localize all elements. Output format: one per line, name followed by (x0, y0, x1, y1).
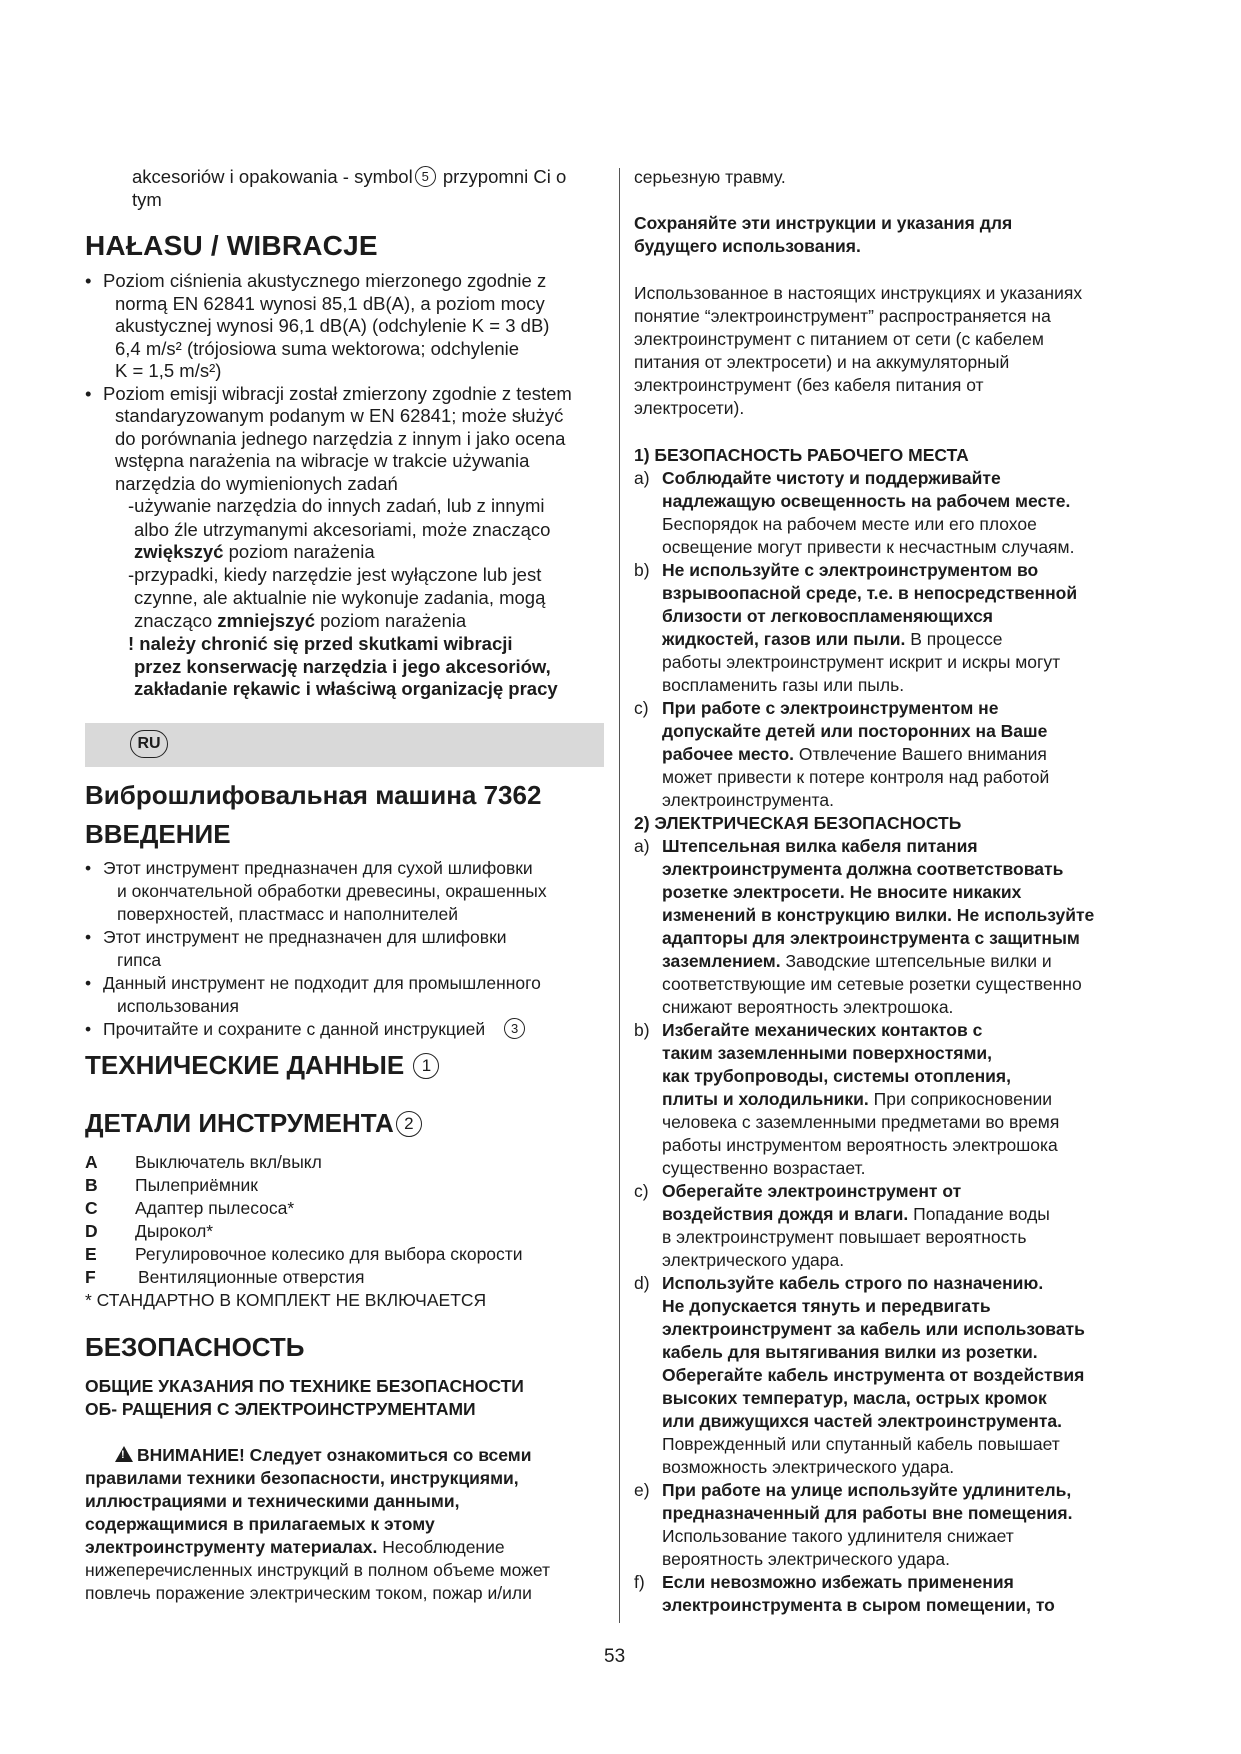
part-row: A Выключатель вкл/выкл (85, 1152, 322, 1172)
part-row: C Адаптер пылесоса* (85, 1198, 295, 1218)
column-divider (619, 168, 620, 1623)
vibration-warning: przez konserwację narzędzia i jego akcesoriów, (134, 655, 551, 677)
section-heading: 1) БЕЗОПАСНОСТЬ РАБОЧЕГО МЕСТА (634, 445, 969, 465)
item-bold-text: Оберегайте электроинструмент от (662, 1181, 962, 1201)
intro-continuation (132, 166, 612, 211)
part-row: D Дырокол* (85, 1221, 214, 1241)
item-bold-text: предназначенный для работы вне помещения. (662, 1503, 1073, 1523)
item-text: соответствующие им сетевые розетки существенно (662, 974, 1082, 994)
vibration-sublist (128, 495, 628, 701)
item-bold-text: высоких температур, масла, острых кромок (662, 1388, 1047, 1408)
text-line: czynne, ale aktualnie nie wykonuje zadania, mogą (134, 587, 546, 608)
item-bold-text: надлежащую освещенность на рабочем месте. (662, 491, 1071, 511)
item-text: в электроинструмент повышает вероятность (662, 1227, 1027, 1247)
safety-heading: БЕЗОПАСНОСТЬ (85, 1332, 305, 1362)
safety-item (634, 467, 1174, 559)
text-line: poziom narażenia (228, 541, 375, 562)
item-bold-text: При работе с электроинструментом не (662, 698, 999, 718)
text-line: -używanie narzędzia do innych zadań, lub z innymi (128, 495, 545, 516)
general-safety-heading: ОБЩИЕ УКАЗАНИЯ ПО ТЕХНИКЕ БЕЗОПАСНОСТИ ОБ- РАЩЕНИЯ С ЭЛЕКТРОИНСТРУМЕНТАМИ (85, 1376, 524, 1419)
item-bold-text: жидкостей, газов или пыли. В процессе (662, 629, 1003, 649)
part-row: E Регулировочное колесико для выбора скорости (85, 1244, 523, 1264)
general-warning-block: !ВНИМАНИЕ! Следует ознакомиться со всеми правилами техники безопасности, инструкциями, иллюстрациями и техническими данными, содержащимися в прилагаемых к этому электроинструменту материалах. Несоблюдение нижеперечисленных инструкций в полном объеме может повлечь поражение электрическим током, пожар и/или (85, 1444, 615, 1605)
item-bold-text: Избегайте механических контактов с (662, 1020, 983, 1040)
item-text: существенно возрастает. (662, 1158, 866, 1178)
safety-item (634, 835, 1174, 1019)
item-label: e) (634, 1480, 650, 1500)
section-heading: 2) ЭЛЕКТРИЧЕСКАЯ БЕЗОПАСНОСТЬ (634, 813, 962, 833)
item-bold-text: Оберегайте кабель инструмента от воздействия (662, 1365, 1085, 1385)
item-text: возможность электрического удара. (662, 1457, 955, 1477)
item-text: человека с заземленными предметами во время (662, 1112, 1060, 1132)
introduction-heading: ВВЕДЕНИЕ (85, 819, 231, 849)
section-1-items (634, 467, 1174, 812)
emphasis-text: zmniejszyć (217, 609, 315, 631)
introduction-list (85, 857, 615, 1041)
item-bold-text: электроинструмент за кабель или использовать (662, 1319, 1085, 1339)
item-bold-text: Не используйте с электроинструментом во (662, 560, 1039, 580)
list-item: • Прочитайте и сохраните с данной инструкцией 3 (85, 1018, 615, 1041)
item-text: работы электроинструмент искрит и искры могут (662, 652, 1061, 672)
item-text: электрического удара. (662, 1250, 845, 1270)
text-line: -przypadki, kiedy narzędzie jest wyłączone lub jest (128, 563, 542, 585)
list-item: • Данный инструмент не подходит для промышленного использования (85, 972, 615, 1018)
item-bold-text: или движущихся частей электроинструмента. (662, 1411, 1062, 1431)
item-bold-text: рабочее место. Отвлечение Вашего внимания (662, 744, 1047, 764)
item-text: Беспорядок на рабочем месте или его плохое (662, 514, 1037, 534)
noise-list (85, 270, 615, 495)
definition-paragraph: Использованное в настоящих инструкциях и указаниях понятие “электроинструмент” распространяется на электроинструмент с питанием от сети (с кабелем питания от электросети) и на аккумуляторный электроинструмент (без кабеля питания от электросети). (634, 283, 1083, 418)
parts-footnote: * СТАНДАРТНО В КОМПЛЕКТ НЕ ВКЛЮЧАЕТСЯ (85, 1290, 487, 1310)
item-bold-text: Соблюдайте чистоту и поддерживайте (662, 468, 1001, 488)
tool-parts-heading: ДЕТАЛИ ИНСТРУМЕНТА 2 (85, 1107, 424, 1139)
item-label: c) (634, 1181, 649, 1201)
safety-item (634, 1272, 1174, 1479)
item-bold-text: розетке электросети. Не вносите никаких (662, 882, 1022, 902)
part-row: F Вентиляционные отверстия (85, 1267, 365, 1287)
item-bold-text: близости от легковоспламеняющихся (662, 606, 994, 626)
item-bold-text: кабель для вытягивания вилки из розетки. (662, 1342, 1038, 1362)
list-item: • Этот инструмент предназначен для сухой шлифовки и окончательной обработки древесины, окрашенных поверхностей, пластмасс и наполнителей (85, 857, 615, 926)
text-line: albo źle utrzymanymi akcesoriami, może znacząco (134, 518, 551, 540)
safety-item (634, 559, 1174, 697)
safety-item (634, 1479, 1174, 1571)
safety-item (634, 1180, 1174, 1272)
item-label: d) (634, 1273, 650, 1293)
language-badge: RU (130, 730, 168, 758)
vibration-warning: ! należy chronić się przed skutkami wibracji (128, 633, 513, 654)
noise-vibration-heading: HAŁASU / WIBRACJE (85, 230, 378, 261)
item-bold-text: плиты и холодильники. При соприкосновении (662, 1089, 1053, 1109)
item-text: снижают вероятность электрошока. (662, 997, 954, 1017)
technical-data-heading: ТЕХНИЧЕСКИЕ ДАННЫЕ 1 (85, 1049, 441, 1081)
emphasis-text: zwiększyć (134, 541, 224, 562)
item-text: работы инструментом вероятность электрошока (662, 1135, 1058, 1155)
item-label: f) (634, 1572, 645, 1592)
part-row: B Пылеприёмник (85, 1175, 258, 1195)
symbol-2-icon: 2 (396, 1111, 422, 1137)
item-bold-text: адапторы для электроинструмента с защитным (662, 928, 1080, 948)
text-line: poziom narażenia (320, 609, 467, 631)
parts-list (85, 1151, 615, 1312)
item-bold-text: допускайте детей или посторонних на Ваше (662, 721, 1048, 741)
item-bold-text: электроинструмента в сыром помещении, то (662, 1595, 1055, 1615)
item-text: может привести к потере контроля над работой (662, 767, 1050, 787)
item-label: c) (634, 698, 649, 718)
item-bold-text: заземлением. Заводские штепсельные вилки и (662, 951, 1052, 971)
product-title: Виброшлифовальная машина 7362 (85, 780, 542, 810)
text-line: tym (132, 188, 162, 210)
safety-item (634, 697, 1174, 812)
item-bold-text: Штепсельная вилка кабеля питания (662, 836, 978, 856)
item-bold-text: как трубопроводы, системы отопления, (662, 1066, 1012, 1086)
text-line: przypomni Ci o (442, 166, 567, 187)
symbol-3-icon: 3 (504, 1018, 525, 1039)
item-text: Поврежденный или спутанный кабель повышает (662, 1434, 1060, 1454)
list-item: • Poziom ciśnienia akustycznego mierzonego zgodnie z normą EN 62841 wynosi 85,1 dB(A), a poziom mocy akustycznej wynosi 96,1 dB(A) (odchylenie K = 3 dB) 6,4 m/s² (trójosiowa suma wektorowa; odchylenie K = 1,5 m/s²) (85, 270, 615, 383)
safety-sections (634, 444, 1174, 1617)
list-item: • Poziom emisji wibracji został zmierzony zgodnie z testem standaryzowanym podanym w EN 62841; może służyć do porównania jednego narzędzia z innym i jako ocena wstępna narażenia na wibracje w trakcie używania narzędzia do wymienionych zadań (85, 383, 615, 496)
list-item: • Этот инструмент не предназначен для шлифовки гипса (85, 926, 615, 972)
item-bold-text: взрывоопасной среде, т.е. в непосредственной (662, 583, 1078, 603)
item-bold-text: Используйте кабель строго по назначению. (662, 1273, 1044, 1293)
section-2-items (634, 835, 1174, 1617)
item-text: электроинструмента. (662, 790, 834, 810)
item-label: a) (634, 468, 650, 488)
text-line: znacząco (134, 609, 213, 631)
text-line: серьезную травму. (634, 167, 786, 187)
symbol-1-icon: 1 (413, 1053, 439, 1079)
symbol-5-icon: 5 (415, 166, 436, 187)
item-text: освещение могут привести к несчастным случаям. (662, 537, 1075, 557)
item-label: a) (634, 836, 650, 856)
item-bold-text: Не допускается тянуть и передвигать (662, 1296, 991, 1316)
item-bold-text: воздействия дождя и влаги. Попадание воды (662, 1204, 1050, 1224)
item-bold-text: электроинструмента должна соответствовать (662, 859, 1064, 879)
item-label: b) (634, 1020, 650, 1040)
item-bold-text: изменений в конструкцию вилки. Не используйте (662, 905, 1095, 925)
item-text: Использование такого удлинителя снижает (662, 1526, 1014, 1546)
item-text: вероятность электрического удара. (662, 1549, 951, 1569)
page-number: 53 (604, 1646, 626, 1667)
safety-item (634, 1019, 1174, 1180)
item-bold-text: При работе на улице используйте удлинитель, (662, 1480, 1072, 1500)
safety-item (634, 1571, 1174, 1617)
item-label: b) (634, 560, 650, 580)
warning-icon (115, 1446, 133, 1462)
item-bold-text: таким заземленными поверхностями, (662, 1043, 993, 1063)
item-bold-text: Если невозможно избежать применения (662, 1572, 1014, 1592)
text-line: akcesoriów i opakowania - symbol (132, 166, 413, 187)
item-text: воспламенить газы или пыль. (662, 675, 905, 695)
vibration-warning: zakładanie rękawic i właściwą organizację pracy (134, 678, 558, 699)
keep-instructions-note: Сохраняйте эти инструкции и указания для будущего использования. (634, 213, 1013, 256)
